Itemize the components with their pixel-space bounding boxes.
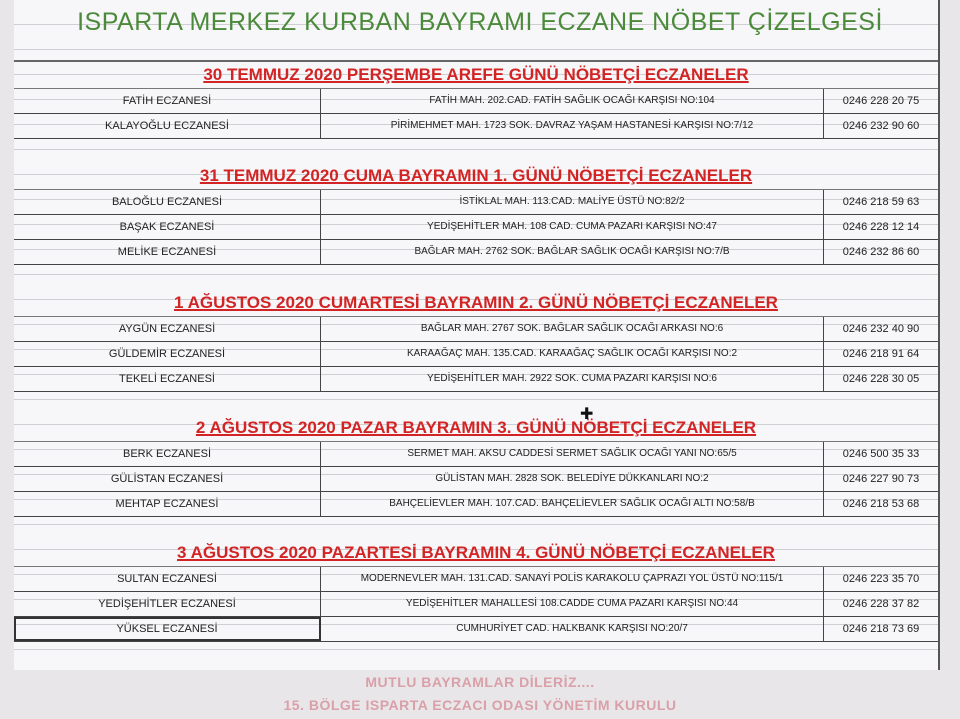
pharmacy-address[interactable]: KARAAĞAÇ MAH. 135.CAD. KARAAĞAÇ SAĞLIK OCAĞI KARŞISI NO:2 (321, 342, 824, 366)
pharmacy-address[interactable]: BAHÇELİEVLER MAH. 107.CAD. BAHÇELİEVLER SAĞLIK OCAĞI ALTI NO:58/B (321, 492, 824, 516)
page-title: ISPARTA MERKEZ KURBAN BAYRAMI ECZANE NÖBET ÇİZELGESİ (77, 8, 883, 36)
table-row[interactable] (14, 215, 938, 240)
duty-section-2 (14, 163, 938, 265)
table-row[interactable] (14, 592, 938, 617)
table-row[interactable] (14, 317, 938, 342)
table-row[interactable] (14, 567, 938, 592)
table-row[interactable] (14, 342, 938, 367)
pharmacy-name[interactable]: KALAYOĞLU ECZANESİ (14, 114, 321, 138)
table-row[interactable] (14, 617, 938, 642)
pharmacy-name[interactable]: TEKELİ ECZANESİ (14, 367, 321, 391)
pharmacy-name[interactable]: AYGÜN ECZANESİ (14, 317, 321, 341)
footer-greeting: MUTLU BAYRAMLAR DİLERİZ.... (365, 674, 595, 690)
pharmacy-address[interactable]: PİRİMEHMET MAH. 1723 SOK. DAVRAZ YAŞAM HASTANESİ KARŞISI NO:7/12 (321, 114, 824, 138)
table-row[interactable] (14, 240, 938, 265)
pharmacy-name[interactable]: GÜLİSTAN ECZANESİ (14, 467, 321, 491)
table-row[interactable] (14, 114, 938, 139)
table-row[interactable] (14, 467, 938, 492)
pharmacy-name[interactable]: BAŞAK ECZANESİ (14, 215, 321, 239)
pharmacy-phone[interactable]: 0246 228 37 82 (842, 598, 920, 610)
pharmacy-phone[interactable]: 0246 232 86 60 (842, 246, 920, 258)
pharmacy-name[interactable]: GÜLDEMİR ECZANESİ (14, 342, 321, 366)
pharmacy-address[interactable]: GÜLİSTAN MAH. 2828 SOK. BELEDİYE DÜKKANLARI NO:2 (321, 467, 824, 491)
pharmacy-address[interactable]: YEDİŞEHİTLER MAH. 2922 SOK. CUMA PAZARI KARŞISI NO:6 (321, 367, 824, 391)
pharmacy-phone[interactable]: 0246 228 20 75 (842, 95, 920, 107)
pharmacy-phone[interactable]: 0246 218 73 69 (842, 623, 920, 635)
pharmacy-address[interactable]: MODERNEVLER MAH. 131.CAD. SANAYİ POLİS KARAKOLU ÇAPRAZI YOL ÜSTÜ NO:115/1 (321, 567, 824, 591)
pharmacy-name[interactable]: FATİH ECZANESİ (14, 89, 321, 113)
section-heading: 2 AĞUSTOS 2020 PAZAR BAYRAMIN 3. GÜNÜ NÖBETÇİ ECZANELER (14, 415, 938, 442)
duty-section-1 (14, 62, 938, 139)
pharmacy-address[interactable]: BAĞLAR MAH. 2767 SOK. BAĞLAR SAĞLIK OCAĞI ARKASI NO:6 (321, 317, 824, 341)
section-heading: 31 TEMMUZ 2020 CUMA BAYRAMIN 1. GÜNÜ NÖBETÇİ ECZANELER (14, 163, 938, 190)
section-heading: 1 AĞUSTOS 2020 CUMARTESİ BAYRAMIN 2. GÜNÜ NÖBETÇİ ECZANELER (14, 290, 938, 317)
cell-cursor-icon: ✚ (580, 406, 594, 423)
footer-signature: 15. BÖLGE ISPARTA ECZACI ODASI YÖNETİM KURULU (283, 697, 677, 713)
pharmacy-phone[interactable]: 0246 227 90 73 (842, 473, 920, 485)
pharmacy-address[interactable]: YEDİŞEHİTLER MAH. 108 CAD. CUMA PAZARI KARŞISI NO:47 (321, 215, 824, 239)
section-heading: 30 TEMMUZ 2020 PERŞEMBE AREFE GÜNÜ NÖBETÇİ ECZANELER (14, 62, 938, 89)
pharmacy-phone[interactable]: 0246 232 90 60 (842, 120, 920, 132)
pharmacy-address[interactable]: BAĞLAR MAH. 2762 SOK. BAĞLAR SAĞLIK OCAĞI KARŞISI NO:7/B (321, 240, 824, 264)
pharmacy-address[interactable]: SERMET MAH. AKSU CADDESİ SERMET SAĞLIK OCAĞI YANI NO:65/5 (321, 442, 824, 466)
pharmacy-address[interactable]: CUMHURİYET CAD. HALKBANK KARŞISI NO:20/7 (321, 617, 824, 641)
pharmacy-phone[interactable]: 0246 228 30 05 (842, 373, 920, 385)
pharmacy-name[interactable]: YEDİŞEHİTLER ECZANESİ (14, 592, 321, 616)
duty-section-3 (14, 290, 938, 392)
pharmacy-phone[interactable]: 0246 500 35 33 (842, 448, 920, 460)
section-heading: 3 AĞUSTOS 2020 PAZARTESİ BAYRAMIN 4. GÜNÜ NÖBETÇİ ECZANELER (14, 540, 938, 567)
pharmacy-phone[interactable]: 0246 228 12 14 (842, 221, 920, 233)
pharmacy-name[interactable]: SULTAN ECZANESİ (14, 567, 321, 591)
pharmacy-name[interactable]: BALOĞLU ECZANESİ (14, 190, 321, 214)
table-row[interactable] (14, 89, 938, 114)
pharmacy-name-selected-cell[interactable]: YÜKSEL ECZANESİ (14, 617, 321, 641)
duty-section-5 (14, 540, 938, 642)
pharmacy-phone[interactable]: 0246 218 59 63 (842, 196, 920, 208)
pharmacy-phone[interactable]: 0246 232 40 90 (842, 323, 920, 335)
pharmacy-phone[interactable]: 0246 223 35 70 (842, 573, 920, 585)
table-row[interactable] (14, 442, 938, 467)
pharmacy-phone[interactable]: 0246 218 91 64 (842, 348, 920, 360)
table-row[interactable] (14, 492, 938, 517)
pharmacy-name[interactable]: MELİKE ECZANESİ (14, 240, 321, 264)
pharmacy-address[interactable]: İSTİKLAL MAH. 113.CAD. MALİYE ÜSTÜ NO:82/2 (321, 190, 824, 214)
table-row[interactable] (14, 190, 938, 215)
duty-section-4 (14, 415, 938, 517)
pharmacy-phone[interactable]: 0246 218 53 68 (842, 498, 920, 510)
pharmacy-name[interactable]: BERK ECZANESİ (14, 442, 321, 466)
pharmacy-address[interactable]: FATİH MAH. 202.CAD. FATİH SAĞLIK OCAĞI KARŞISI NO:104 (321, 89, 824, 113)
table-row[interactable] (14, 367, 938, 392)
pharmacy-address[interactable]: YEDİŞEHİTLER MAHALLESİ 108.CADDE CUMA PAZARI KARŞISI NO:44 (321, 592, 824, 616)
pharmacy-name[interactable]: MEHTAP ECZANESİ (14, 492, 321, 516)
